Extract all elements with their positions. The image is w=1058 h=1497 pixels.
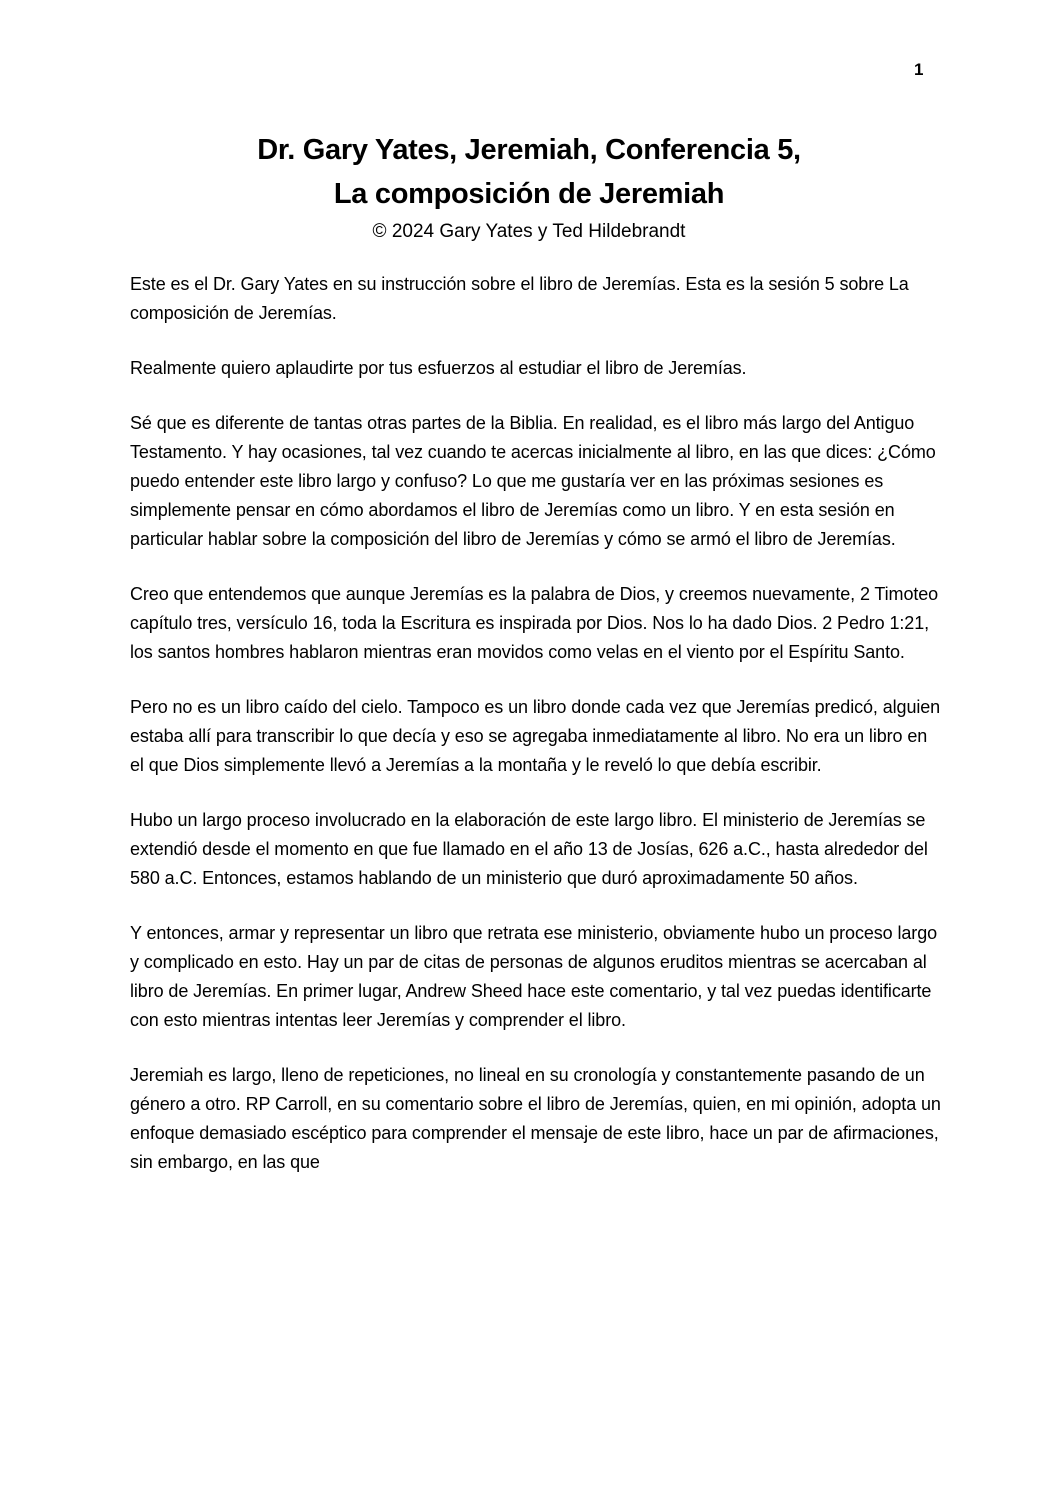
paragraph: Jeremiah es largo, lleno de repeticiones, no lineal en su cronología y constantemente pasando de un género a otro. RP Carroll, en su comentario sobre el libro de Jeremías, quien, en mi opinión, adopta un enfoque demasiado escéptico para comprender el mensaje de este libro, hace un par de afirmaciones, sin embargo, en las que [130,1065,941,1172]
paragraph: Pero no es un libro caído del cielo. Tampoco es un libro donde cada vez que Jeremías predicó, alguien estaba allí para transcribir lo que decía y eso se agregaba inmediatamente al libro. No era un libro en el que Dios simplemente llevó a Jeremías a la montaña y le reveló lo que debía escribir. [130,697,941,775]
paragraph: Este es el Dr. Gary Yates en su instrucción sobre el libro de Jeremías. Esta es la sesión 5 sobre La composición de Jeremías. [130,274,909,323]
paragraph: Hubo un largo proceso involucrado en la elaboración de este largo libro. El ministerio de Jeremías se extendió desde el momento en que fue llamado en el año 13 de Josías, 626 a.C., hasta alrededor del 580 a.C. Entonces, estamos hablando de un ministerio que duró aproximadamente 50 años. [130,810,928,888]
document-title-line-1: Dr. Gary Yates, Jeremiah, Conferencia 5, [257,134,801,166]
paragraph: Y entonces, armar y representar un libro que retrata ese ministerio, obviamente hubo un proceso largo y complicado en esto. Hay un par de citas de personas de algunos eruditos mientras se acercaban al libro de Jeremías. En primer lugar, Andrew Sheed hace este comentario, y tal vez puedas identificarte con esto mientras intentas leer Jeremías y comprender el libro. [130,923,938,1030]
document-header [0,128,1058,245]
paragraph: Sé que es diferente de tantas otras partes de la Biblia. En realidad, es el libro más largo del Antiguo Testamento. Y hay ocasiones, tal vez cuando te acercas inicialmente al libro, en las que dices: ¿Cómo puedo entender este libro largo y confuso? Lo que me gustaría ver en las próximas sesiones es simplemente pensar en cómo abordamos el libro de Jeremías como un libro. Y en esta sesión en particular hablar sobre la composición del libro de Jeremías y cómo se armó el libro de Jeremías. [130,413,936,549]
copyright-line: © 2024 Gary Yates y Ted Hildebrandt [372,221,686,242]
document-title-line-2: La composición de Jeremiah [333,178,725,210]
document-body [130,270,942,1203]
page-number: 1 [914,60,924,79]
paragraph: Creo que entendemos que aunque Jeremías es la palabra de Dios, y creemos nuevamente, 2 Timoteo capítulo tres, versículo 16, toda la Escritura es inspirada por Dios. Nos lo ha dado Dios. 2 Pedro 1:21, los santos hombres hablaron mientras eran movidos como velas en el viento por el Espíritu Santo. [130,584,939,662]
paragraph: Realmente quiero aplaudirte por tus esfuerzos al estudiar el libro de Jeremías. [130,358,747,378]
